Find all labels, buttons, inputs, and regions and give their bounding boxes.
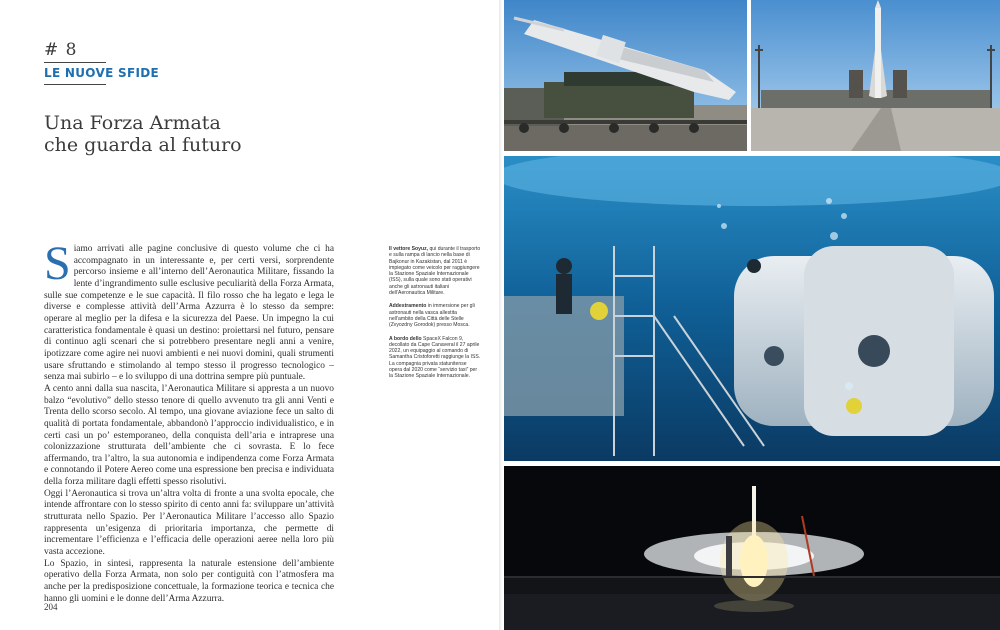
section-rule-top: [44, 62, 106, 63]
photo-underwater-training: [504, 156, 1000, 461]
caption-soyuz: [389, 246, 481, 296]
caption-text: SpaceX Falcon 9, decollato da Cape Canaveral il 27 aprile 2022, un equipaggio al comando di Samantha Cristoforetti raggiunge la ISS. La compagnia privata statunitense opera dal 2020 come “servizio taxi” per la Stazione Spaziale Internazionale.: [389, 335, 481, 380]
caption-lead: Addestramento: [389, 303, 427, 310]
drop-cap: S: [44, 237, 71, 290]
body-paragraph: A cento anni dalla sua nascita, l’Aeronautica Militare si appresta a un nuovo balzo “evolutivo” dello stesso tenore di quello avvenuto tra gli anni Venti e Trenta dello scorso secolo. Al tempo, una giovane aviazione fece un salto di qualità di portata fondamentale, abbandonò l’approccio individualistico, e in certi casi un po’ estemporaneo, della conquista dell’aria e intraprese una colonizzazione strutturata dell’ambiente che ci sovrasta. E lo fece affermando, tra l’altro, la sua autonomia e indipendenza come Forza Armata e connotando il Potere Aereo come una espressione ben precisa e individuata della forza militare dagli effetti spesso risolutivi.: [44, 383, 334, 488]
section-rule-bottom: [44, 84, 106, 85]
photo-captions: [389, 246, 481, 387]
photo-soyuz-rollout: [504, 0, 747, 151]
section-label: LE NUOVE SFIDE: [44, 66, 160, 80]
photo-soyuz-launch-pad: [751, 0, 1000, 151]
body-paragraph: [44, 237, 334, 384]
body-paragraph: Lo Spazio, in sintesi, rappresenta la naturale estensione dell’ambiente operativo della Forza Armata, non solo per contiguità con l’atmosfera ma anche per la predisposizione concettuale, la formazione teorica e tecnica che hanno gli uomini e le donne dell’Arma Azzurra.: [44, 558, 334, 604]
photo-falcon9-launch: [504, 466, 1000, 630]
caption-lead: Il vettore Soyuz,: [389, 246, 429, 252]
chapter-number: # 8: [44, 40, 78, 60]
caption-lead: A bordo dello: [389, 335, 422, 342]
caption-text: qui durante il trasporto e sulla rampa di lancio nella base di Bajkonur in Kazakistan, dal 2011 è impiegato come veicolo per raggiungere la Stazione Spaziale Internazionale (ISS), sulla quale sono stati operativi anche gli astronauti italiani dell’Aeronautica Militare.: [389, 246, 481, 297]
article-title: [44, 112, 344, 156]
caption-text: in immersione per gli astronauti nella vasca allestita nell’ambito della Città delle Stelle (Zvyozdny Gorodok) presso Mosca.: [389, 303, 475, 329]
caption-falcon: [389, 336, 481, 380]
caption-training: [389, 303, 481, 328]
article-body: [44, 237, 334, 605]
paragraph-text: iamo arrivati alle pagine conclusive di questo volume che ci ha accompagnato in un interessante e, per certi versi, sorprendente percorso insieme e all’interno dell’Aeronautica Militare, fissando la lente d’ingrandimento sulle esclusive peculiarità della Forza Armata, sulle sue competenze e le sue capacità. Il filo rosso che ha legato e lega le diverse e complesse attività dell’Arma Azzurra è lo stesso da sempre: operare al meglio per la difesa e la sicurezza del Paese. Un impegno la cui caratteristica fondamentale è quasi un destino: proiettarsi nel futuro, pensare di continuo agli scenari che si potrebbero presentare negli anni a venire, ipotizzare come agire nei nuovi ambienti e nei nuovi domini, quali strumenti usare sfruttando e stimolando al tempo stesso il progresso tecnologico – senza mai subirlo – e lo sviluppo di una dottrina sempre più puntuale.: [44, 244, 334, 383]
title-line: Una Forza Armata: [44, 112, 221, 134]
title-line: che guarda al futuro: [44, 134, 242, 156]
page-number: 204: [44, 602, 58, 612]
body-paragraph: Oggi l’Aeronautica si trova un’altra volta di fronte a una svolta epocale, che intende affrontare con lo stesso spirito di cento anni fa: sviluppare un’attività strutturata nello Spazio. Per l’Aeronautica Militare l’accesso allo Spazio rappresenta un’esigenza di prioritaria importanza, che permette di incrementare l’efficienza e l’efficacia delle operazioni aeree nella loro più vasta accezione.: [44, 488, 334, 558]
